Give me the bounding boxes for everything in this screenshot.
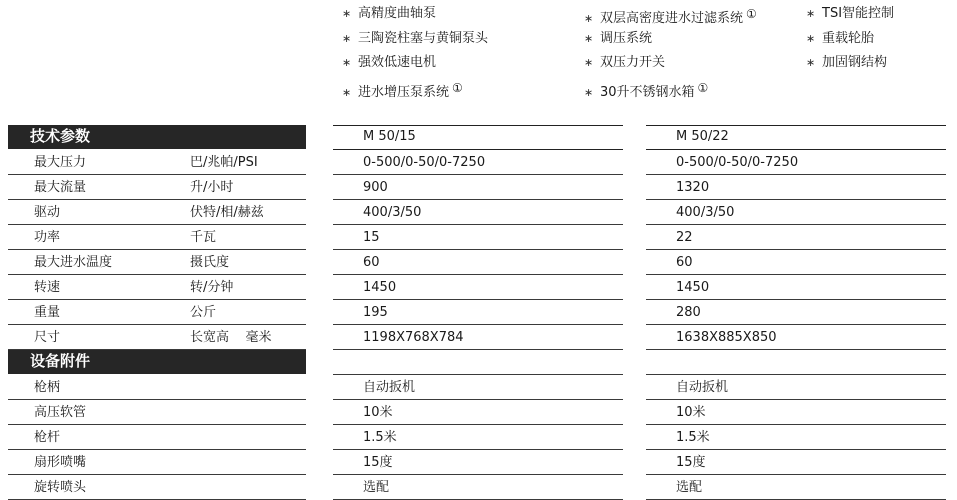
feature-item [342,29,488,54]
bullet-icon: ∗ [342,56,352,69]
bullet-icon: ∗ [584,31,594,45]
bullet-icon: ∗ [342,85,352,99]
feature-text: 三陶瓷柱塞与黄铜泵头 [358,30,489,46]
feature-text: TSI智能控制 [822,6,895,21]
spec-unit: 长宽高 毫米 [190,330,272,345]
model-spec-value: 1320 [646,175,946,200]
accessory-label: 旋转喷头 [34,480,87,495]
model-name: M 50/15 [333,125,623,150]
feature-item [342,53,488,78]
spec-label-table [8,125,306,500]
model-spec-value: 400/3/50 [333,200,623,225]
bullet-icon: ∗ [806,31,816,45]
model-accessory-value: 1.5米 [646,425,946,450]
spec-row [8,200,306,225]
spec-label: 最大流量 [34,180,87,195]
model-spec-value: 900 [333,175,623,200]
model-spec-value: 1198X768X784 [333,325,623,350]
spec-row [8,300,306,325]
accessory-row [8,450,306,475]
feature-item [342,78,488,103]
model-spec-value: 60 [333,250,623,275]
spec-unit: 千瓦 [190,230,217,245]
section-header-tech-params: 技术参数 [8,125,306,149]
spec-row [8,175,306,200]
model-column-m50-15 [333,125,623,500]
feature-text: 双层高密度进水过滤系统 [600,11,744,26]
spec-row [8,225,306,250]
model-blank-row [333,350,623,375]
accessory-row [8,400,306,425]
feature-column-3 [806,4,894,78]
model-spec-value: 15 [333,225,623,250]
feature-text: 重载轮胎 [822,30,875,46]
spec-label: 尺寸 [34,330,61,345]
model-spec-value: 22 [646,225,946,250]
model-accessory-value: 选配 [646,475,946,500]
feature-text: 加固钢结构 [822,55,888,70]
feature-text: 进水增压泵系统 [358,84,450,100]
bullet-icon: ∗ [806,7,816,20]
bullet-icon: ∗ [584,12,594,25]
spec-label: 最大进水温度 [34,255,113,270]
spec-row [8,275,306,300]
accessory-row [8,475,306,500]
feature-item [584,29,757,54]
model-spec-value: 1450 [333,275,623,300]
spec-row [8,250,306,275]
model-spec-value: 1638X885X850 [646,325,946,350]
spec-label: 最大压力 [34,155,87,170]
accessory-label: 枪柄 [34,380,61,395]
feature-item [806,29,894,54]
accessory-label: 高压软管 [34,405,87,420]
model-column-m50-22 [646,125,946,500]
model-blank-row [646,350,946,375]
feature-text: 30升不锈钢水箱 [600,84,695,100]
spec-unit: 伏特/相/赫兹 [190,205,264,220]
feature-item [584,78,757,103]
spec-unit: 转/分钟 [190,280,234,295]
spec-unit: 升/小时 [190,180,234,195]
feature-column-2 [584,4,757,102]
bullet-icon: ∗ [584,85,594,99]
feature-item [806,4,894,29]
feature-text: 强效低速电机 [358,55,437,70]
feature-item [806,53,894,78]
model-spec-value: 280 [646,300,946,325]
model-spec-value: 195 [333,300,623,325]
bullet-icon: ∗ [806,56,816,69]
footnote-marker: ① [746,7,757,21]
spec-label: 功率 [34,230,61,245]
feature-item [342,4,488,29]
model-accessory-value: 15度 [333,450,623,475]
spec-label: 驱动 [34,205,61,220]
model-spec-value: 60 [646,250,946,275]
spec-row [8,325,306,350]
model-accessory-value: 自动扳机 [646,375,946,400]
spec-label: 转速 [34,280,61,295]
spec-unit: 巴/兆帕/PSI [190,155,258,170]
accessory-label: 扇形喷嘴 [34,455,87,470]
bullet-icon: ∗ [342,7,352,20]
footnote-marker: ① [697,80,709,95]
bullet-icon: ∗ [584,56,594,69]
spec-label: 重量 [34,305,61,320]
model-accessory-value: 10米 [333,400,623,425]
feature-item [584,53,757,78]
model-spec-value: 0-500/0-50/0-7250 [646,150,946,175]
accessory-row [8,375,306,400]
spec-unit: 摄氏度 [190,255,230,270]
feature-list [0,0,957,110]
bullet-icon: ∗ [342,31,352,45]
model-name: M 50/22 [646,125,946,150]
model-spec-value: 400/3/50 [646,200,946,225]
model-accessory-value: 自动扳机 [333,375,623,400]
model-accessory-value: 10米 [646,400,946,425]
accessory-label: 枪杆 [34,430,61,445]
feature-item [584,4,757,29]
section-header-accessories: 设备附件 [8,350,306,374]
feature-text: 双压力开关 [600,55,666,70]
spec-row [8,150,306,175]
model-spec-value: 0-500/0-50/0-7250 [333,150,623,175]
accessory-row [8,425,306,450]
feature-text: 高精度曲轴泵 [358,6,437,21]
model-spec-value: 1450 [646,275,946,300]
model-accessory-value: 15度 [646,450,946,475]
spec-unit: 公斤 [190,305,217,320]
model-accessory-value: 选配 [333,475,623,500]
feature-text: 调压系统 [600,30,653,46]
footnote-marker: ① [452,80,463,95]
feature-column-1 [342,4,488,102]
model-accessory-value: 1.5米 [333,425,623,450]
